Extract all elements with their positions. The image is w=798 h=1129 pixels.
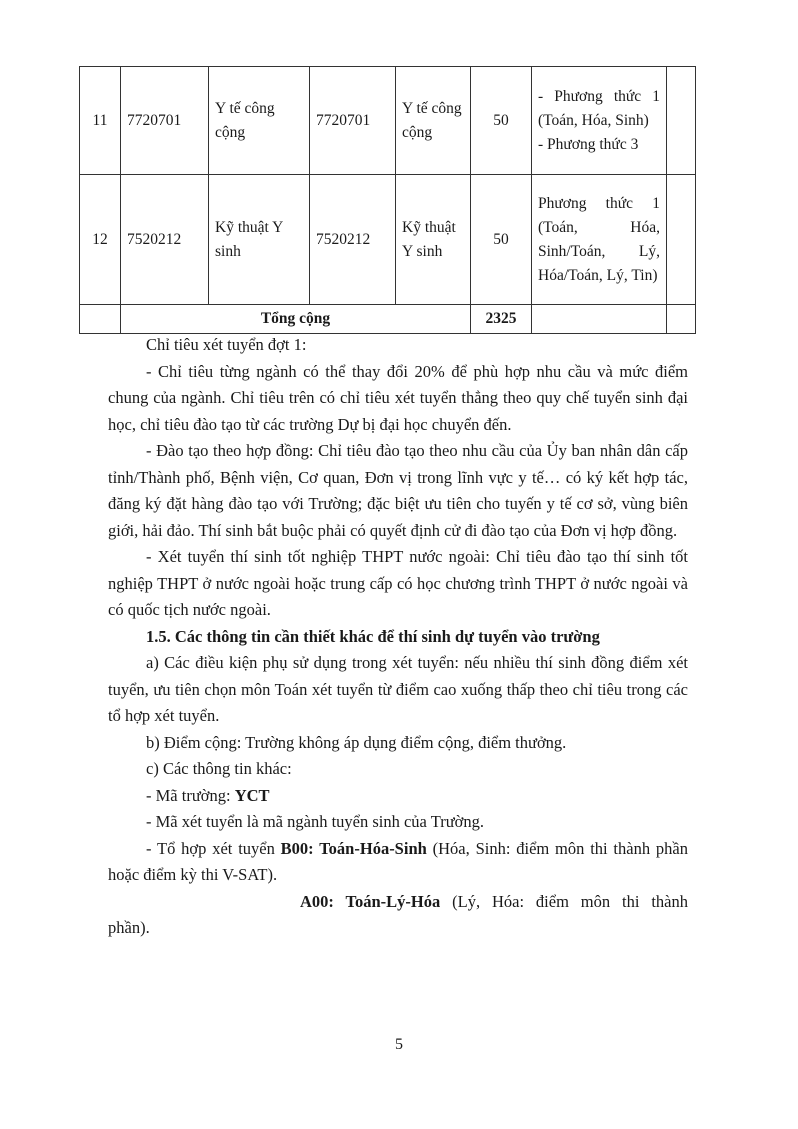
notes-cell	[667, 67, 696, 175]
total-label: Tổng cộng	[121, 305, 471, 334]
empty-cell	[667, 305, 696, 334]
method-line: - Phương thức 1 (Toán, Hóa, Sinh)	[538, 87, 660, 129]
school-code-line	[108, 783, 688, 810]
paragraph: - Mã xét tuyển là mã ngành tuyển sinh của Trường.	[146, 812, 484, 831]
admissions-table	[79, 66, 696, 334]
major-code: 7720701	[121, 67, 209, 175]
paragraph: - Chỉ tiêu từng ngành có thể thay đổi 20% để phù hợp nhu cầu và mức điểm chung của ngành. Chỉ tiêu trên có chỉ tiêu xét tuyển thẳng theo quy chế tuyển sinh đại học, chỉ tiêu đào tạo từ các trường Dự bị đại học chuyển đến.	[108, 361, 688, 434]
combo-prefix: - Tổ hợp xét tuyển	[146, 838, 281, 858]
notes-cell	[667, 175, 696, 305]
major-name: Y tế công cộng	[209, 67, 310, 175]
page-number: 5	[395, 1036, 403, 1053]
admission-code: 7720701	[310, 67, 396, 175]
combo-desc: (Lý, Hóa: điểm môn thi thành	[440, 891, 688, 911]
major-name: Kỹ thuật Y sinh	[209, 175, 310, 305]
combo-desc-cont: phần).	[108, 918, 150, 937]
total-value: 2325	[471, 305, 532, 334]
major-code: 7520212	[121, 175, 209, 305]
admission-name: Y tế công cộng	[396, 67, 471, 175]
paragraph: - Đào tạo theo hợp đồng: Chỉ tiêu đào tạo theo nhu cầu của Ủy ban nhân dân cấp tỉnh/Thành phố, Bệnh viện, Cơ quan, Đơn vị trong lĩnh vực y tế… có ký kết hợp tác, đăng ký đặt hàng đào tạo với Trường; đặc biệt ưu tiên cho tuyến y tế cơ sở, vùng biên giới, hải đảo. Thí sinh bắt buộc phải có quyết định cử đi đào tạo của Đơn vị hợp đồng.	[108, 441, 688, 540]
combo-code: B00: Toán-Hóa-Sinh	[280, 838, 427, 858]
admission-method	[532, 175, 667, 305]
paragraph: c) Các thông tin khác:	[146, 759, 292, 778]
paragraph: a) Các điều kiện phụ sử dụng trong xét tuyển: nếu nhiều thí sinh đồng điểm xét tuyển, ưu tiên chọn môn Toán xét tuyển từ điểm cao xuống thấp theo chỉ tiêu trong các tổ hợp xét tuyển.	[108, 653, 688, 725]
method-line: Phương thức 1 (Toán, Hóa, Sinh/Toán, Lý, Hóa/Toán, Lý, Tin)	[538, 194, 660, 284]
table-row	[80, 175, 696, 305]
section-heading: 1.5. Các thông tin cần thiết khác để thí sinh dự tuyển vào trường	[146, 626, 600, 646]
row-number: 12	[80, 175, 121, 305]
combo-desc: (Hóa, Sinh: điểm môn thi thành phần hoặc điểm kỳ thi V-SAT).	[108, 838, 688, 884]
admission-name: Kỹ thuật Y sinh	[396, 175, 471, 305]
combo-line	[108, 889, 688, 916]
combo-code: A00: Toán-Lý-Hóa	[300, 891, 441, 911]
paragraph: b) Điểm cộng: Trường không áp dụng điểm cộng, điểm thưởng.	[146, 732, 567, 752]
row-number: 11	[80, 67, 121, 175]
school-code: YCT	[234, 785, 270, 805]
admission-method	[532, 67, 667, 175]
table-row	[80, 67, 696, 175]
combo-line	[108, 836, 688, 889]
school-code-label: - Mã trường:	[146, 785, 235, 805]
admission-code: 7520212	[310, 175, 396, 305]
body-text	[108, 332, 688, 942]
method-line: - Phương thức 3	[538, 135, 639, 153]
paragraph: - Xét tuyển thí sinh tốt nghiệp THPT nước ngoài: Chỉ tiêu đào tạo thí sinh tốt nghiệp THPT ở nước ngoài hoặc trung cấp có học chương trình THPT ở nước ngoài và có quốc tịch nước ngoài.	[108, 547, 688, 619]
paragraph: Chỉ tiêu xét tuyển đợt 1:	[146, 335, 307, 354]
quota: 50	[471, 67, 532, 175]
empty-cell	[80, 305, 121, 334]
table-total-row	[80, 305, 696, 334]
quota: 50	[471, 175, 532, 305]
empty-cell	[532, 305, 667, 334]
